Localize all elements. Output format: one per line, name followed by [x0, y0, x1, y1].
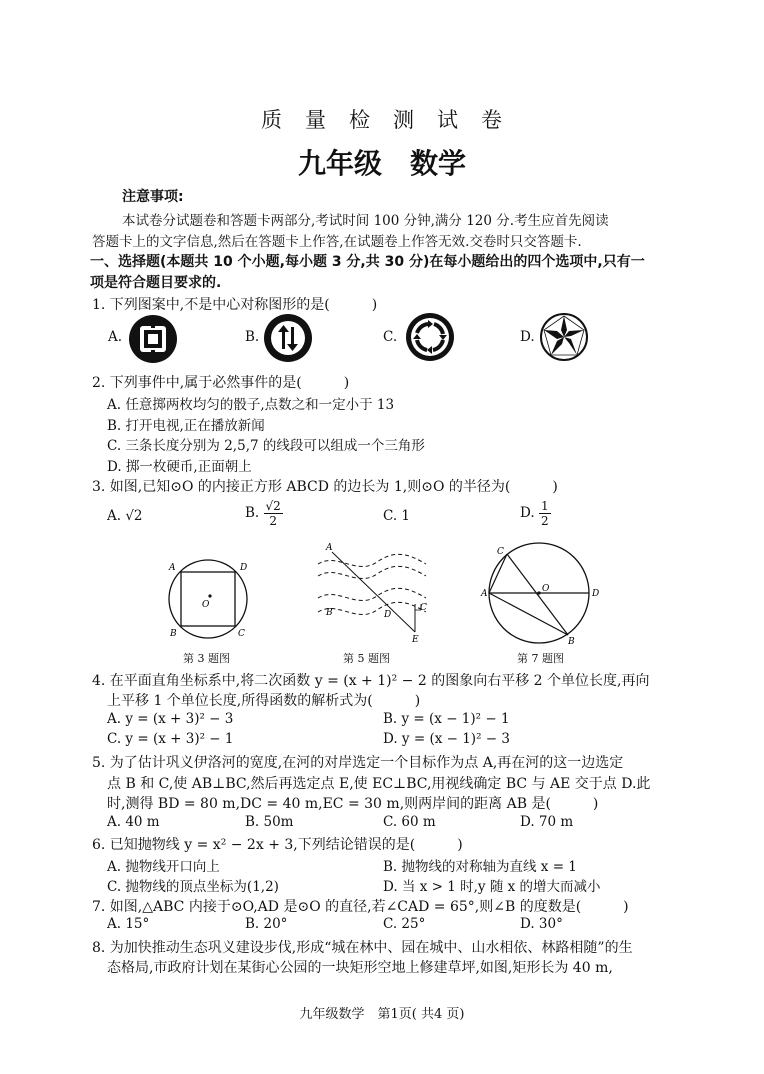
q2-option-a: A. 任意掷两枚均匀的骰子,点数之和一定小于 13 — [107, 397, 395, 413]
q2-option-c: C. 三条长度分别为 2,5,7 的线段可以组成一个三角形 — [107, 438, 425, 454]
q1-label-b: B. — [245, 329, 260, 345]
question-5-line-3: 时,测得 BD = 80 m,DC = 40 m,EC = 30 m,则两岸间的距离 AB 是( ) — [107, 796, 599, 812]
section-heading-line-1: 一、选择题(本题共 10 个小题,每小题 3 分,共 30 分)在每小题给出的四个选项中,只有一 — [90, 254, 645, 270]
question-3-stem: 3. 如图,已知⊙O 的内接正方形 ABCD 的边长为 1,则⊙O 的半径为( ) — [92, 479, 558, 495]
question-6-stem: 6. 已知抛物线 y = x² − 2x + 3,下列结论错误的是( ) — [92, 837, 463, 853]
q4-option-a: A. y = (x + 3)² − 3 — [107, 711, 234, 727]
question-5-line-2: 点 B 和 C,使 AB⊥BC,然后再选定点 E,使 EC⊥BC,用视线确定 BC 与 AE 交于点 D.此 — [107, 776, 651, 792]
q3-option-a: A. √2 — [107, 508, 143, 524]
figure-5-diagram — [312, 538, 432, 646]
figure-3-caption: 第 3 题图 — [183, 652, 230, 665]
fraction-denominator: 2 — [540, 514, 549, 528]
q2-option-b: B. 打开电视,正在播放新闻 — [107, 418, 265, 434]
section-heading-line-2: 项是符合题目要求的. — [90, 275, 222, 291]
q5-option-d: D. 70 m — [520, 814, 574, 830]
fig3-point-o: O — [202, 600, 210, 610]
fig5-point-b: B — [326, 608, 333, 618]
notice-line-1: 本试卷分试题卷和答题卡两部分,考试时间 100 分钟,满分 120 分.考生应首先阅读 — [122, 213, 609, 229]
fig5-point-c: C — [420, 603, 427, 613]
q3-option-b-fraction — [264, 500, 283, 527]
fig3-point-c: C — [238, 629, 245, 639]
q1-label-d: D. — [520, 329, 535, 345]
fig7-point-c: C — [497, 547, 504, 557]
question-7-stem: 7. 如图,△ABC 内接于⊙O,AD 是⊙O 的直径,若∠CAD = 65°,则∠B 的度数是( ) — [92, 899, 629, 915]
fig7-point-o: O — [542, 584, 550, 594]
fig7-point-d: D — [592, 589, 600, 599]
figure-7-diagram — [480, 540, 600, 646]
q4-option-b: B. y = (x − 1)² − 1 — [383, 711, 510, 727]
exam-subtitle: 质 量 检 测 试 卷 — [261, 108, 503, 132]
fig3-point-b: B — [170, 629, 177, 639]
question-4-line-1: 4. 在平面直角坐标系中,将二次函数 y = (x + 1)² − 2 的图象向右平移 2 个单位长度,再向 — [92, 673, 650, 689]
fig7-point-a: A — [481, 589, 488, 599]
fig5-point-d: D — [384, 610, 392, 620]
q2-option-d: D. 掷一枚硬币,正面朝上 — [107, 459, 252, 475]
q1-label-a: A. — [108, 329, 123, 345]
rotating-arrows-figure — [405, 312, 455, 362]
figure-5-caption: 第 5 题图 — [343, 652, 390, 665]
two-way-arrows-figure — [263, 313, 313, 363]
exam-title: 九年级 数学 — [297, 147, 466, 180]
figure-7-caption: 第 7 题图 — [517, 652, 564, 665]
question-5-line-1: 5. 为了估计巩义伊洛河的宽度,在河的对岸选定一个目标作为点 A,再在河的这一边选定 — [92, 755, 624, 771]
q3-option-c: C. 1 — [383, 508, 411, 524]
q1-label-c: C. — [383, 329, 398, 345]
q7-option-d: D. 30° — [520, 916, 563, 932]
fraction-numerator: √2 — [265, 499, 281, 513]
q6-option-a: A. 抛物线开口向上 — [107, 859, 220, 875]
question-1-stem: 1. 下列图案中,不是中心对称图形的是( ) — [92, 297, 378, 313]
q4-option-d: D. y = (x − 1)² − 3 — [383, 731, 510, 747]
fig5-point-a: A — [326, 543, 333, 553]
q4-option-c: C. y = (x + 3)² − 1 — [107, 731, 234, 747]
fig5-point-e: E — [412, 635, 419, 645]
figure-3-diagram — [160, 555, 260, 645]
q3-option-b-label: B. — [245, 505, 260, 521]
fig7-point-b: B — [568, 637, 575, 647]
q6-option-d: D. 当 x > 1 时,y 随 x 的增大而减小 — [383, 879, 601, 895]
q3-option-b — [245, 500, 283, 527]
notice-line-2: 答题卡上的文字信息,然后在答题卡上作答,在试题卷上作答无效.交卷时只交答题卡. — [92, 234, 582, 250]
question-8-line-1: 8. 为加快推动生态巩义建设步伐,形成“城在林中、园在城中、山水相依、林路相随”的生 — [92, 940, 633, 956]
q3-option-d-label: D. — [520, 505, 535, 521]
fig3-point-d: D — [240, 563, 248, 573]
q7-option-a: A. 15° — [107, 916, 150, 932]
fraction-numerator: 1 — [540, 499, 549, 513]
q6-option-b: B. 抛物线的对称轴为直线 x = 1 — [383, 859, 577, 875]
q7-option-c: C. 25° — [383, 916, 426, 932]
notice-heading: 注意事项: — [122, 189, 184, 205]
q5-option-a: A. 40 m — [107, 814, 160, 830]
q5-option-c: C. 60 m — [383, 814, 436, 830]
page-footer: 九年级数学 第1页( 共4 页) — [299, 1007, 465, 1022]
question-4-line-2: 上平移 1 个单位长度,所得函数的解析式为( ) — [107, 693, 421, 709]
q5-option-b: B. 50m — [245, 814, 294, 830]
q3-option-d-fraction — [539, 500, 551, 527]
q3-option-d — [520, 500, 551, 527]
q6-option-c: C. 抛物线的顶点坐标为(1,2) — [107, 879, 279, 895]
fraction-denominator: 2 — [269, 514, 277, 528]
coin-symbol-figure — [128, 314, 178, 364]
q7-option-b: B. 20° — [245, 916, 288, 932]
question-8-line-2: 态格局,市政府计划在某街心公园的一块矩形空地上修建草坪,如图,矩形长为 40 m, — [107, 960, 613, 976]
fig3-point-a: A — [169, 563, 176, 573]
question-2-stem: 2. 下列事件中,属于必然事件的是( ) — [92, 375, 350, 391]
star-pattern-figure — [539, 312, 589, 362]
